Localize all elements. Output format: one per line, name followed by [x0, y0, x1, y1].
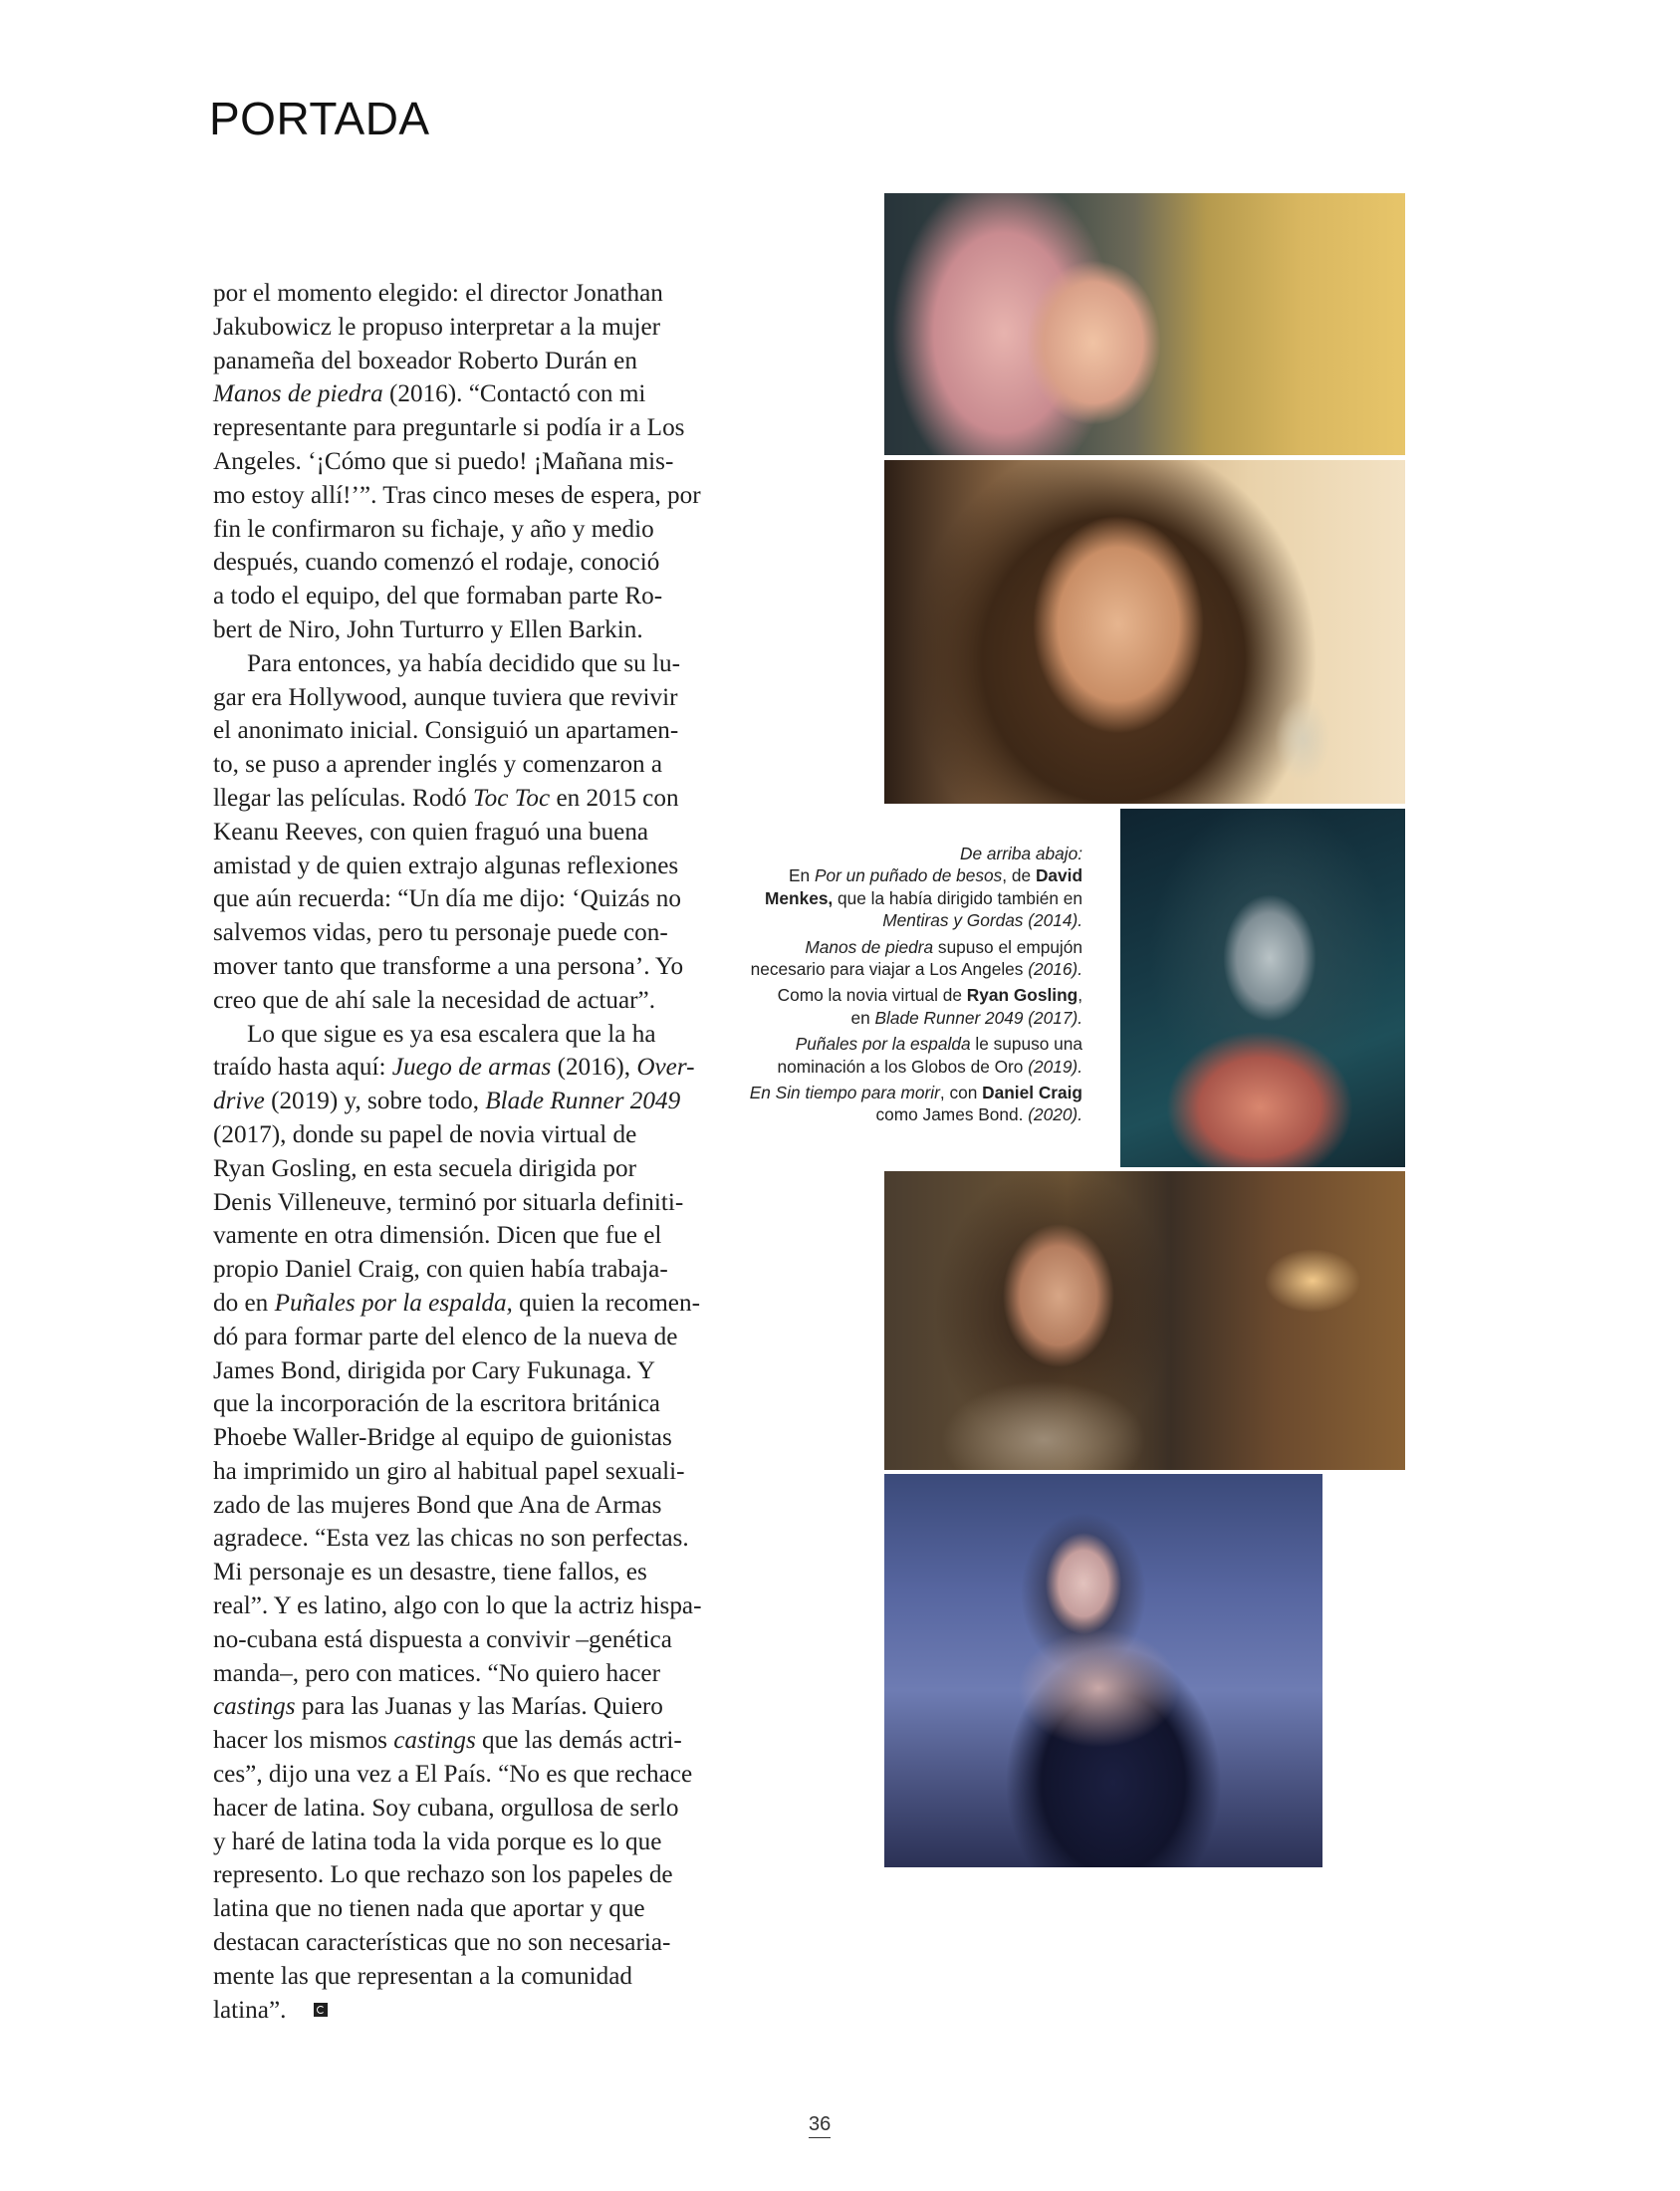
- caption-text: necesario para viajar a Los Angeles: [750, 959, 1029, 980]
- article-text: el anonimato inicial. Consiguió un apartamen-: [213, 717, 679, 745]
- article-text: a todo el equipo, del que formaban parte Ro-: [213, 583, 663, 610]
- caption-text: que la había dirigido también en: [833, 887, 1082, 908]
- article-line: [213, 1051, 695, 1085]
- article-text: representante para preguntarle si podía ir a Los: [213, 414, 685, 442]
- caption-italic: Puñales por la espalda: [795, 1034, 971, 1055]
- article-line: [213, 1657, 660, 1691]
- article-text: gar era Hollywood, aunque tuviera que revivir: [213, 683, 678, 711]
- article-line: [213, 1321, 678, 1354]
- caption-name: David: [1035, 865, 1082, 886]
- article-line: [213, 277, 663, 311]
- article-line: [213, 1018, 656, 1052]
- article-text: que aún recuerda: “Un día me dijo: ‘Quizás no: [213, 885, 681, 913]
- article-text: Keanu Reeves, con quien fraguó una buena: [213, 818, 649, 846]
- article-text: destacan características que no son necesaria-: [213, 1929, 671, 1957]
- article-line: [213, 850, 679, 883]
- article-text: manda–, pero con matices. “No quiero hacer: [213, 1659, 660, 1687]
- caption-line: [697, 1103, 1082, 1125]
- caption-paragraph: [697, 1033, 1082, 1078]
- article-line: [213, 1994, 647, 2028]
- article-line: [213, 513, 654, 547]
- article-line: [213, 681, 678, 715]
- article-text: James Bond, dirigida por Cary Fukunaga. Y: [213, 1356, 655, 1384]
- article-text: bert de Niro, John Turturro y Ellen Barkin.: [213, 615, 643, 643]
- article-line: [213, 1489, 662, 1523]
- article-text: latina que no tienen nada que aportar y que: [213, 1895, 645, 1923]
- article-text: (2019) y, sobre todo,: [264, 1088, 486, 1115]
- article-line: [213, 1287, 700, 1321]
- article-line: [213, 1690, 663, 1724]
- caption-italic: Mentiras y Gordas (2014).: [882, 910, 1082, 931]
- article-line: [213, 916, 668, 950]
- article-text: que las demás actri-: [475, 1727, 682, 1755]
- article-title-italic: castings: [213, 1693, 296, 1721]
- article-line: [213, 882, 681, 916]
- article-text: después, cuando comenzó el rodaje, conoció: [213, 549, 660, 577]
- article-text: por el momento elegido: el director Jonathan: [213, 280, 663, 307]
- caption-italic: De arriba abajo:: [960, 844, 1082, 863]
- article-line: [213, 782, 679, 816]
- article-line: [213, 1118, 647, 1152]
- article-text: (2016). “Contactó con mi: [382, 380, 646, 408]
- caption-line: [697, 909, 1082, 931]
- article-line: [213, 1186, 684, 1220]
- article-line: [213, 1522, 689, 1556]
- article-title-italic: Juego de armas: [391, 1054, 552, 1082]
- article-text: (2016),: [551, 1054, 637, 1082]
- caption-text: ,: [1078, 985, 1082, 1006]
- article-line: [213, 1758, 693, 1792]
- article-text: llegar las películas. Rodó: [213, 784, 473, 812]
- article-line: [213, 1455, 685, 1489]
- article-line: [213, 1354, 655, 1388]
- caption-text: , con: [939, 1083, 983, 1103]
- photo-por-un-punado-de-besos: [884, 193, 1405, 455]
- article-line: [213, 1858, 673, 1892]
- caption-paragraph: [697, 843, 1082, 932]
- article-title-italic: Over-: [636, 1054, 695, 1082]
- caption-line: [697, 1007, 1082, 1029]
- article-text: que la incorporación de la escritora británica: [213, 1390, 660, 1418]
- article-title-italic: Blade Runner 2049: [485, 1088, 681, 1115]
- photo-blade-runner-2049: [1120, 809, 1405, 1167]
- caption-italic: (2020).: [1028, 1104, 1082, 1125]
- article-title-italic: Puñales por la espalda,: [274, 1289, 513, 1317]
- article-text: amistad y de quien extrajo algunas reflexiones: [213, 852, 679, 879]
- article-line: [213, 816, 647, 850]
- article-text: salvemos vidas, pero tu personaje puede con-: [213, 919, 668, 947]
- caption-line: [697, 984, 1082, 1006]
- article-text: Ryan Gosling, en esta secuela dirigida por: [213, 1154, 636, 1182]
- article-title-italic: castings: [393, 1727, 476, 1755]
- article-text: represento. Lo que rechazo son los papeles de: [213, 1861, 673, 1889]
- article-text: to, se puso a aprender inglés y comenzaron a: [213, 751, 663, 779]
- photo-manos-de-piedra: [884, 460, 1405, 804]
- caption-italic: (2019).: [1028, 1056, 1082, 1077]
- article-text: Denis Villeneuve, terminó por situarla definiti-: [213, 1188, 684, 1216]
- article-text: mente las que representan a la comunidad: [213, 1962, 633, 1990]
- caption-line: [697, 1033, 1082, 1055]
- article-text: Para entonces, ya había decidido que su lu-: [247, 649, 681, 677]
- article-line: [213, 1826, 662, 1859]
- photo-sin-tiempo-para-morir: [884, 1474, 1322, 1867]
- article-line: [213, 546, 660, 580]
- article-line: [213, 984, 656, 1018]
- article-line: [213, 1085, 681, 1118]
- article-line: [213, 377, 647, 411]
- article-text: creo que de ahí sale la necesidad de actuar”.: [213, 986, 656, 1014]
- article-line: [213, 1253, 668, 1287]
- article-line: [213, 714, 679, 748]
- photo-caption: [697, 843, 1082, 1130]
- caption-paragraph: [697, 936, 1082, 981]
- article-line: [213, 345, 647, 378]
- caption-line: [697, 887, 1082, 909]
- article-text: zado de las mujeres Bond que Ana de Armas: [213, 1491, 662, 1519]
- article-line: [213, 1387, 660, 1421]
- article-line: [213, 1152, 647, 1186]
- article-title-italic: drive: [213, 1088, 265, 1115]
- caption-text: Como la novia virtual de: [777, 985, 967, 1006]
- article-line: [213, 580, 663, 613]
- caption-line: [697, 936, 1082, 958]
- article-text: Mi personaje es un desastre, tiene fallos, es: [213, 1559, 647, 1586]
- article-line: [213, 1556, 647, 1589]
- caption-name: Daniel Craig: [982, 1083, 1082, 1103]
- article-line: [213, 748, 663, 782]
- article-line: [213, 411, 685, 445]
- end-of-article-icon: [314, 2003, 328, 2017]
- article-text: y haré de latina toda la vida porque es lo que: [213, 1827, 662, 1855]
- article-line: [213, 1960, 647, 1994]
- caption-text: En: [789, 865, 815, 886]
- article-text: en 2015 con: [550, 784, 679, 812]
- article-body: [213, 277, 702, 2027]
- caption-text: nominación a los Globos de Oro: [777, 1056, 1029, 1077]
- section-title: PORTADA: [209, 93, 430, 144]
- caption-text: supuso el empujón: [933, 936, 1082, 957]
- article-line: [213, 479, 701, 513]
- article-text: vamente en otra dimensión. Dicen que fue el: [213, 1222, 662, 1250]
- article-line: [213, 445, 674, 479]
- caption-text: le supuso una: [970, 1034, 1082, 1055]
- caption-italic: Blade Runner 2049 (2017).: [874, 1007, 1082, 1028]
- article-text: Phoebe Waller-Bridge al equipo de guionistas: [213, 1424, 672, 1452]
- caption-italic: Manos de piedra: [805, 936, 934, 957]
- caption-line: [697, 1082, 1082, 1103]
- photo-punales-por-la-espalda: [884, 1171, 1405, 1470]
- article-line: [213, 950, 684, 984]
- article-line: [213, 1792, 679, 1826]
- caption-italic: En Sin tiempo para morir: [749, 1083, 940, 1103]
- article-text: fin le confirmaron su fichaje, y año y medio: [213, 515, 654, 543]
- article-text: real”. Y es latino, algo con lo que la actriz hispa-: [213, 1592, 702, 1620]
- article-text: panameña del boxeador Roberto Durán en: [213, 347, 637, 374]
- article-title-italic: Toc Toc: [472, 784, 551, 812]
- caption-name: Menkes,: [765, 887, 834, 908]
- article-text: no-cubana está dispuesta a convivir –genética: [213, 1625, 672, 1653]
- caption-italic: Por un puñado de besos: [814, 865, 1003, 886]
- article-text: ha imprimido un giro al habitual papel sexuali-: [213, 1457, 685, 1485]
- caption-text: como James Bond.: [875, 1104, 1029, 1125]
- article-text: do en: [213, 1289, 275, 1317]
- article-line: [213, 1589, 702, 1623]
- caption-line: [697, 864, 1082, 886]
- caption-text: , de: [1002, 865, 1036, 886]
- article-text: propio Daniel Craig, con quien había trabaja-: [213, 1256, 668, 1284]
- article-line: [213, 1219, 662, 1253]
- article-line: [213, 1724, 682, 1758]
- article-line: [213, 1926, 671, 1960]
- article-line: [213, 1892, 647, 1926]
- article-text: ces”, dijo una vez a El País. “No es que rechace: [213, 1761, 693, 1789]
- article-title-italic: Manos de piedra: [213, 380, 383, 408]
- caption-paragraph: [697, 1082, 1082, 1126]
- caption-text: en: [850, 1007, 875, 1028]
- article-text: (2017), donde su papel de novia virtual de: [213, 1120, 637, 1148]
- article-text: latina”.: [213, 1996, 287, 2024]
- caption-line: [697, 1056, 1082, 1078]
- caption-line: [697, 843, 1082, 864]
- article-line: [213, 613, 647, 647]
- article-text: traído hasta aquí:: [213, 1054, 392, 1082]
- article-text: Jakubowicz le propuso interpretar a la mujer: [213, 313, 661, 341]
- article-text: Lo que sigue es ya esa escalera que la ha: [247, 1020, 656, 1048]
- caption-italic: (2016).: [1028, 959, 1082, 980]
- article-text: mo estoy allí!’”. Tras cinco meses de espera, por: [213, 481, 701, 509]
- article-text: agradece. “Esta vez las chicas no son perfectas.: [213, 1525, 689, 1553]
- page-number: 36: [809, 2113, 831, 2138]
- article-line: [213, 1421, 672, 1455]
- article-line: [213, 311, 661, 345]
- article-text: hacer de latina. Soy cubana, orgullosa de serlo: [213, 1794, 679, 1822]
- article-text: para las Juanas y las Marías. Quiero: [295, 1693, 663, 1721]
- article-text: hacer los mismos: [213, 1727, 394, 1755]
- article-line: [213, 647, 681, 681]
- caption-line: [697, 958, 1082, 980]
- article-text: quien la recomen-: [512, 1289, 700, 1317]
- caption-name: Ryan Gosling: [966, 985, 1079, 1006]
- article-text: mover tanto que transforme a una persona’. Yo: [213, 952, 684, 980]
- article-text: Angeles. ‘¡Cómo que si puedo! ¡Mañana mis-: [213, 447, 674, 475]
- caption-paragraph: [697, 984, 1082, 1029]
- article-text: dó para formar parte del elenco de la nueva de: [213, 1323, 678, 1350]
- article-line: [213, 1623, 672, 1657]
